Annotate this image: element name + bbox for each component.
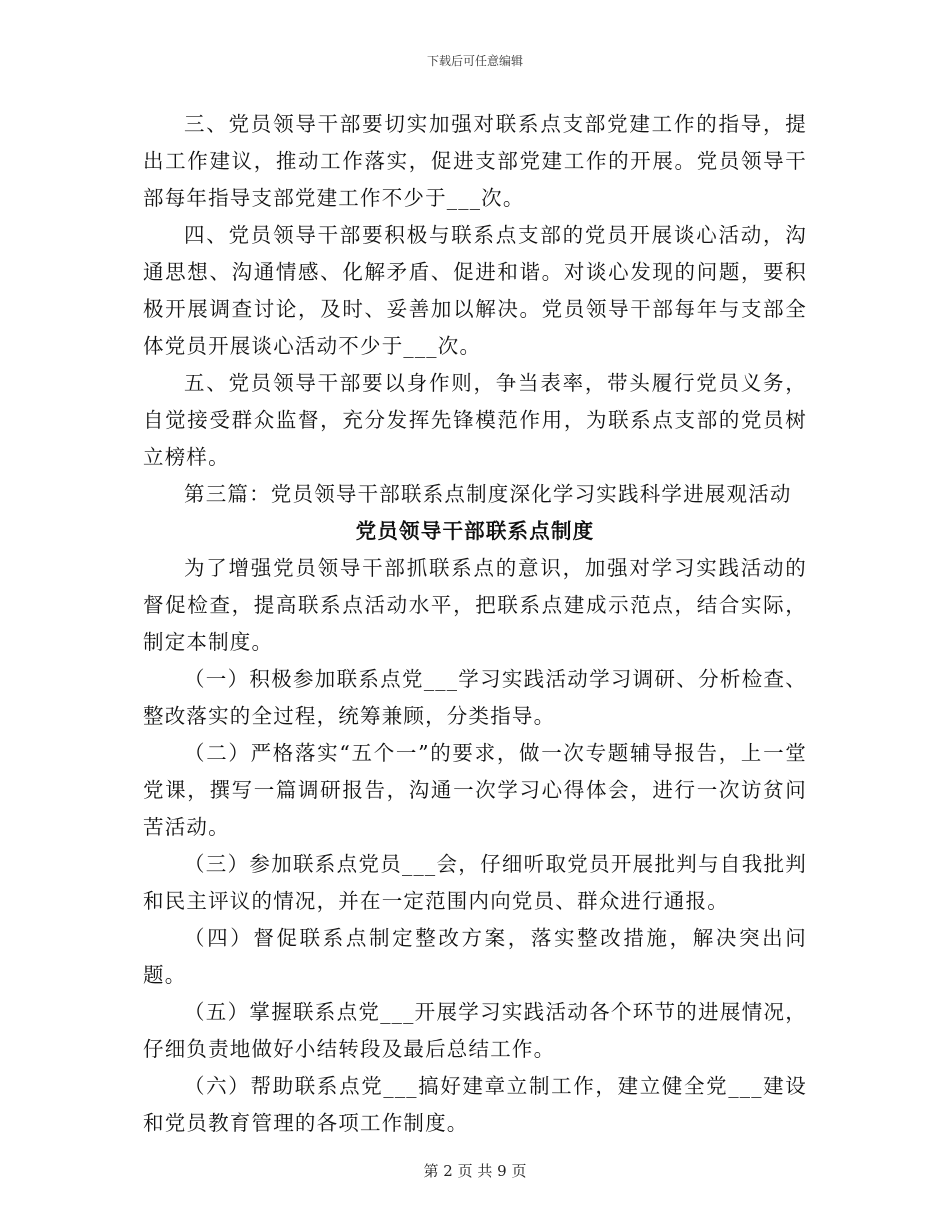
section-item-4: （四）督促联系点制定整改方案，落实整改措施，解决突出问题。 xyxy=(143,926,807,987)
paragraph-3: 三、党员领导干部要切实加强对联系点支部党建工作的指导，提出工作建议，推动工作落实，促进支部党建工作的开展。党员领导干部每年指导支部党建工作不少于___次。 xyxy=(143,112,807,210)
section-intro: 为了增强党员领导干部抓联系点的意识，加强对学习实践活动的督促检查，提高联系点活动水平，把联系点建成示范点，结合实际，制定本制度。 xyxy=(143,556,807,654)
section-item-5: （五）掌握联系点党___开展学习实践活动各个环节的进展情况，仔细负责地做好小结转段及最后总结工作。 xyxy=(143,1000,807,1061)
paragraph-5: 五、党员领导干部要以身作则，争当表率，带头履行党员义务，自觉接受群众监督，充分发挥先锋模范作用，为联系点支部的党员树立榜样。 xyxy=(143,371,807,469)
part-three-title: 第三篇：党员领导干部联系点制度深化学习实践科学进展观活动 xyxy=(184,482,792,506)
document-body xyxy=(143,106,807,1142)
page-header: 下载后可任意编辑 xyxy=(426,54,523,68)
paragraph-4: 四、党员领导干部要积极与联系点支部的党员开展谈心活动，沟通思想、沟通情感、化解矛盾、促进和谐。对谈心发现的问题，要积极开展调查讨论，及时、妥善加以解决。党员领导干部每年与支部全体党员开展谈心活动不少于___次。 xyxy=(143,223,807,358)
section-item-6: （六）帮助联系点党___搞好建章立制工作，建立健全党___建设和党员教育管理的各项工作制度。 xyxy=(143,1074,807,1135)
section-item-3: （三）参加联系点党员___会，仔细听取党员开展批判与自我批判和民主评议的情况，并在一定范围内向党员、群众进行通报。 xyxy=(143,852,807,913)
section-item-1: （一）积极参加联系点党___学习实践活动学习调研、分析检查、整改落实的全过程，统筹兼顾，分类指导。 xyxy=(143,667,807,728)
section-heading: 党员领导干部联系点制度 xyxy=(355,519,595,543)
section-item-2: （二）严格落实“五个一”的要求，做一次专题辅导报告，上一堂党课，撰写一篇调研报告，沟通一次学习心得体会，进行一次访贫问苦活动。 xyxy=(143,741,807,839)
page-footer: 第 2 页 共 9 页 xyxy=(423,1162,527,1180)
